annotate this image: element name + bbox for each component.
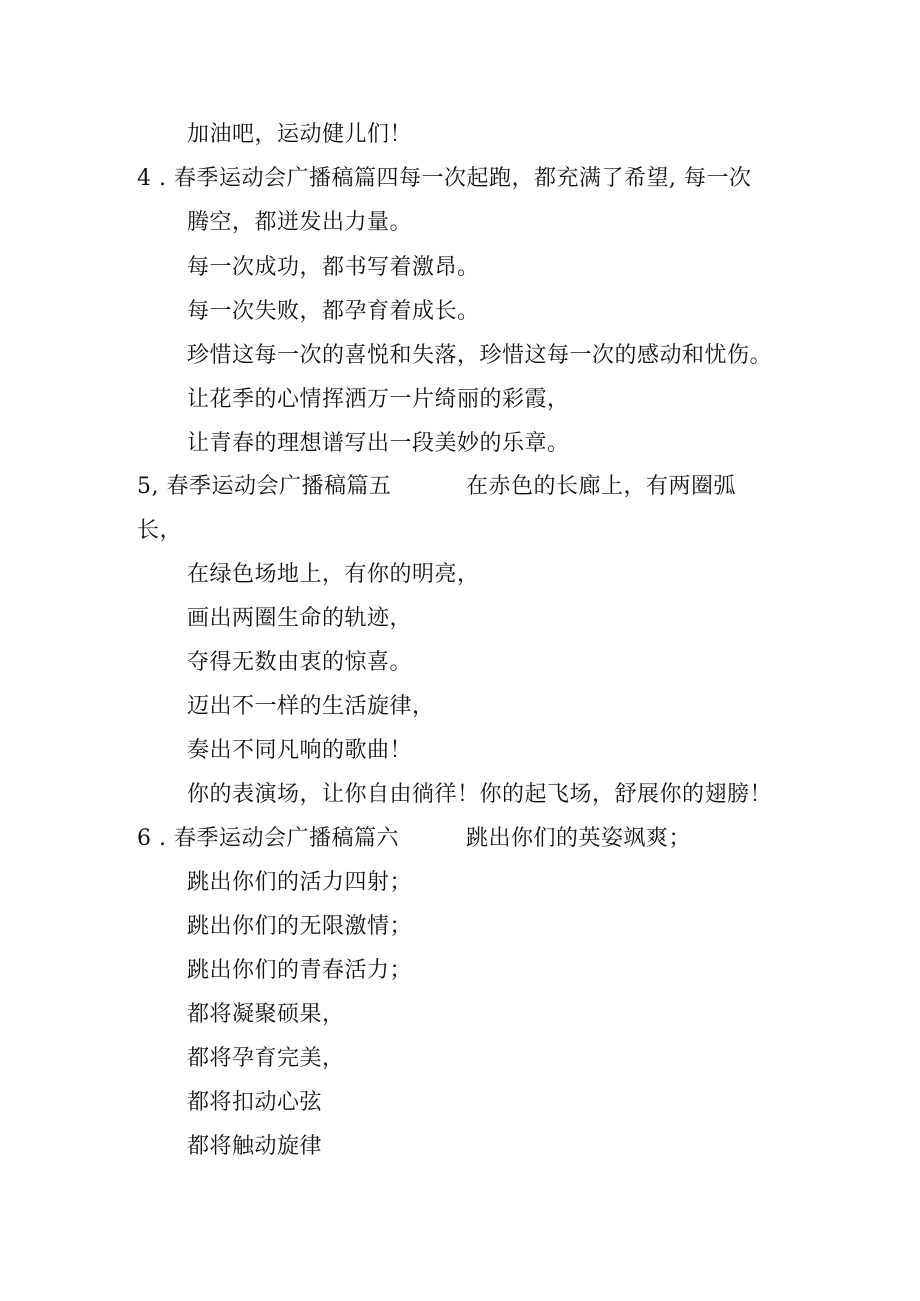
- section6-line: 跳出你们的活力四射；: [187, 870, 413, 895]
- section5-heading-row: [137, 472, 837, 502]
- section5-line: 迈出不一样的生活旋律，: [187, 694, 435, 719]
- section6-line: 跳出你们的青春活力；: [187, 958, 413, 983]
- section6-line: 都将触动旋律: [187, 1134, 323, 1159]
- section5-line: 画出两圈生命的轨迹，: [187, 606, 413, 631]
- section6-first-line: 跳出你们的英姿飒爽；: [466, 826, 692, 851]
- section6-line: 都将扣动心弦: [187, 1090, 323, 1115]
- section6-line: 都将孕育完美，: [187, 1046, 345, 1071]
- section4-line: 让青春的理想谱写出一段美妙的乐章。: [187, 431, 570, 456]
- section4-line: 每一次失败，都孕育着成长。: [187, 299, 480, 324]
- section6-line: 跳出你们的无限激情；: [187, 914, 413, 939]
- section5-wrap-line: 长，: [137, 518, 183, 543]
- section4-line: 每一次成功，都书写着激昂。: [187, 255, 480, 280]
- section4-line: 腾空，都迸发出力量。: [187, 210, 413, 235]
- section5-heading: 5, 春季运动会广播稿篇五: [137, 474, 392, 499]
- section5-line: 夺得无数由衷的惊喜。: [187, 650, 413, 675]
- intro-closing-line: 加油吧，运动健儿们！: [187, 122, 413, 147]
- section5-line: 奏出不同凡响的歌曲！: [187, 738, 413, 763]
- section5-line: 在绿色场地上，有你的明亮，: [187, 562, 480, 587]
- section5-line: 你的表演场，让你自由徜徉！你的起飞场，舒展你的翅膀！: [187, 782, 773, 807]
- section6-line: 都将凝聚硕果，: [187, 1002, 345, 1027]
- section5-first-line: 在赤色的长廊上，有两圈弧: [466, 474, 737, 499]
- section6-heading-row: [137, 824, 837, 854]
- section4-line: 让花季的心情挥洒万一片绮丽的彩霞，: [187, 387, 570, 412]
- section4-line: 珍惜这每一次的喜悦和失落，珍惜这每一次的感动和忧伤。: [187, 343, 773, 368]
- section4-heading: 4 . 春季运动会广播稿篇四每一次起跑，都充满了希望, 每一次: [137, 166, 752, 191]
- section6-heading: 6 . 春季运动会广播稿篇六: [137, 826, 399, 851]
